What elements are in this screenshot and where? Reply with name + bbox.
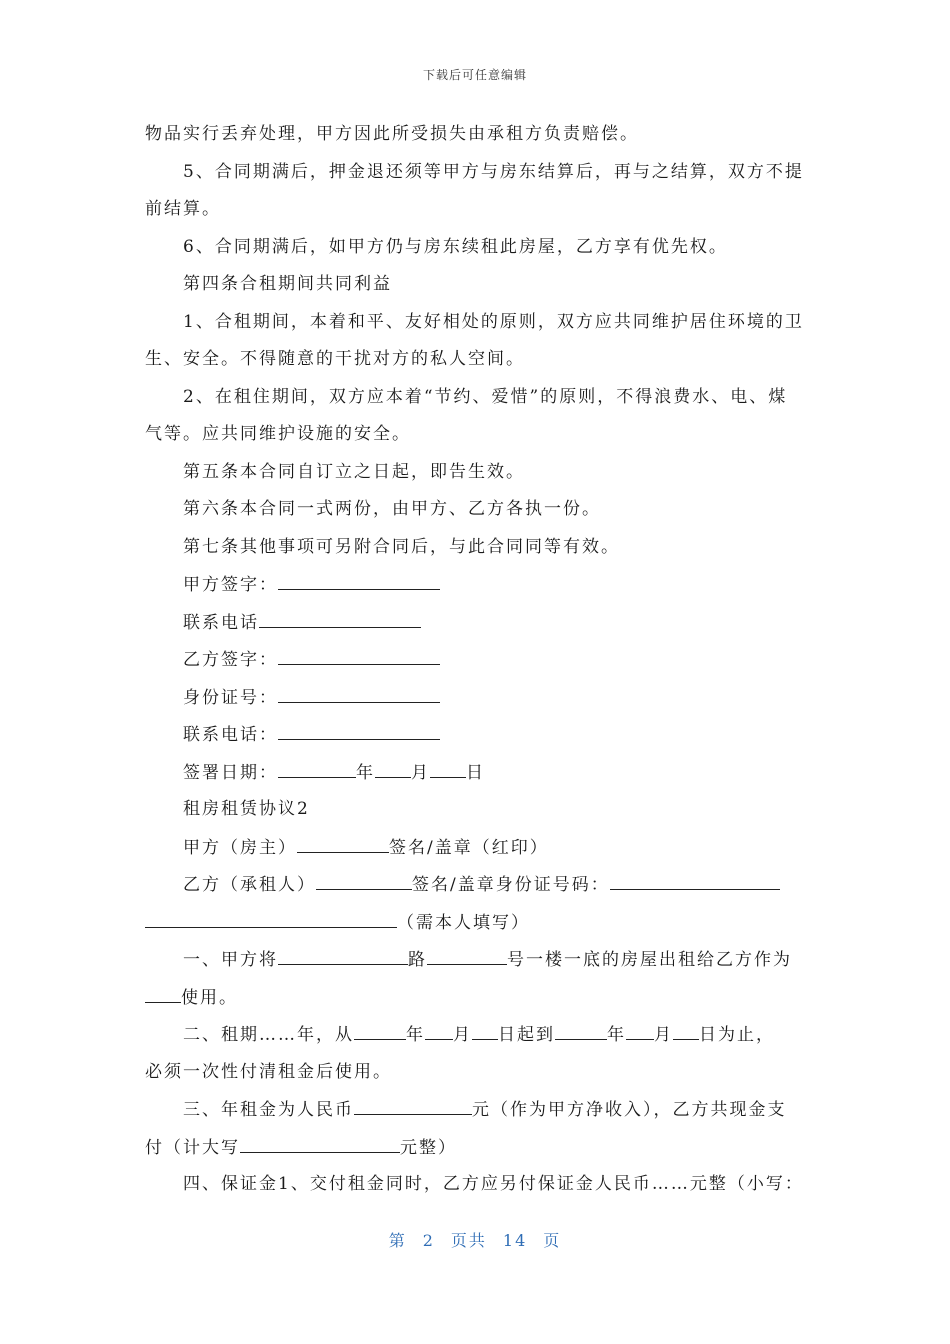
clause-3 — [145, 1091, 805, 1129]
paragraph-line: 2、在租住期间，双方应本着“节约、爱惜”的原则，不得浪费水、电、煤 — [183, 386, 788, 407]
field-label: 身份证号： — [183, 687, 278, 708]
sign-date-field — [145, 754, 805, 792]
tenant-id-continued — [145, 904, 805, 942]
clause-2 — [145, 1016, 805, 1054]
clause-text: 日为止， — [699, 1025, 775, 1045]
year-blank[interactable] — [278, 754, 356, 778]
month-blank[interactable] — [375, 754, 411, 778]
id-number-field — [145, 679, 805, 717]
clause-text: 日起到 — [498, 1025, 555, 1045]
page-footer — [0, 1228, 950, 1251]
tenant-blank[interactable] — [316, 866, 412, 890]
paragraph-line: 生、安全。不得随意的干扰对方的私人空间。 — [145, 349, 525, 369]
field-label: 联系电话 — [183, 612, 259, 633]
paragraph-line: 第六条本合同一式两份，由甲方、乙方各执一份。 — [183, 499, 601, 519]
clause-text: 年 — [406, 1025, 425, 1045]
page-number: 2 — [422, 1231, 435, 1250]
field-label: 签署日期： — [183, 762, 278, 783]
tenant-sign-label: 签名/盖章身份证号码： — [412, 875, 610, 895]
use-blank[interactable] — [145, 979, 181, 1003]
phone-blank[interactable] — [278, 716, 440, 740]
landlord-blank[interactable] — [297, 829, 389, 853]
clause-3-continued — [145, 1129, 805, 1167]
rent-amount-blank[interactable] — [354, 1091, 472, 1115]
tenant-label: 乙方（承租人） — [183, 875, 316, 895]
clause-4: 四、保证金1、交付租金同时，乙方应另付保证金人民币……元整（小写： — [183, 1174, 804, 1194]
clause-1 — [145, 941, 805, 979]
paragraph-line: 第五条本合同自订立之日起，即告生效。 — [183, 461, 525, 482]
id-blank[interactable] — [278, 679, 440, 703]
clause-text: 付（计大写 — [145, 1137, 240, 1158]
start-day-blank[interactable] — [472, 1016, 498, 1040]
number-blank[interactable] — [427, 941, 507, 965]
month-label: 月 — [411, 762, 430, 783]
clause-text: 三、年租金为人民币 — [183, 1100, 354, 1120]
signature-blank[interactable] — [278, 566, 440, 590]
paragraph-line: 物品实行丢弃处理，甲方因此所受损失由承租方负责赔偿。 — [145, 124, 639, 144]
year-label: 年 — [356, 762, 375, 783]
landlord-label: 甲方（房主） — [183, 837, 297, 858]
start-year-blank[interactable] — [354, 1016, 406, 1040]
field-label: 联系电话： — [183, 725, 278, 745]
page-header: 下载后可任意编辑 — [422, 68, 527, 82]
clause-2-continued: 必须一次性付清租金后使用。 — [145, 1061, 392, 1082]
field-label: 乙方签字： — [183, 650, 278, 670]
end-day-blank[interactable] — [673, 1016, 699, 1040]
paragraph-line: 6、合同期满后，如甲方仍与房东续租此房屋，乙方享有优先权。 — [183, 236, 728, 257]
tenant-line — [145, 866, 805, 904]
tenant-id-blank-2[interactable] — [145, 904, 397, 928]
end-month-blank[interactable] — [626, 1016, 654, 1040]
clause-text: 年 — [607, 1025, 626, 1045]
clause-text: 号一楼一底的房屋出租给乙方作为 — [507, 950, 792, 970]
document-body — [145, 116, 805, 1204]
clause-text: 元整） — [400, 1137, 457, 1158]
landlord-sign-label: 签名/盖章（红印） — [389, 837, 549, 858]
self-fill-note: （需本人填写） — [397, 912, 530, 933]
field-label: 甲方签字： — [183, 575, 278, 595]
clause-text: 月 — [654, 1025, 673, 1045]
clause-text: 元（作为甲方净收入），乙方共现金支 — [472, 1100, 787, 1120]
footer-text: 页共 — [450, 1231, 487, 1250]
footer-text: 第 — [388, 1231, 407, 1250]
party-a-signature-field — [145, 566, 805, 604]
phone-field — [145, 716, 805, 754]
clause-text: 二、租期……年，从 — [183, 1025, 354, 1045]
day-blank[interactable] — [430, 754, 466, 778]
signature-blank[interactable] — [278, 641, 440, 665]
clause-text: 路 — [408, 950, 427, 970]
clause-1-continued — [145, 979, 805, 1017]
landlord-line — [145, 829, 805, 867]
paragraph-line: 前结算。 — [145, 199, 221, 219]
tenant-id-blank[interactable] — [610, 866, 780, 890]
end-year-blank[interactable] — [555, 1016, 607, 1040]
clause-text: 月 — [453, 1025, 472, 1045]
section-heading: 第四条合租期间共同利益 — [183, 274, 392, 294]
phone-blank[interactable] — [259, 604, 421, 628]
paragraph-line: 气等。应共同维护设施的安全。 — [145, 424, 411, 444]
start-month-blank[interactable] — [425, 1016, 453, 1040]
rent-uppercase-blank[interactable] — [240, 1129, 400, 1153]
paragraph-line: 5、合同期满后，押金退还须等甲方与房东结算后，再与之结算，双方不提 — [183, 161, 804, 182]
clause-text: 一、甲方将 — [183, 950, 278, 970]
footer-text: 页 — [543, 1231, 562, 1250]
agreement-title: 租房租赁协议2 — [183, 799, 310, 819]
paragraph-line: 第七条其他事项可另附合同后，与此合同同等有效。 — [183, 536, 620, 557]
clause-text: 使用。 — [181, 987, 238, 1008]
day-label: 日 — [466, 762, 485, 783]
paragraph-line: 1、合租期间，本着和平、友好相处的原则，双方应共同维护居住环境的卫 — [183, 311, 804, 332]
phone-field — [145, 604, 805, 642]
party-b-signature-field — [145, 641, 805, 679]
road-blank[interactable] — [278, 941, 408, 965]
total-pages: 14 — [502, 1231, 528, 1250]
